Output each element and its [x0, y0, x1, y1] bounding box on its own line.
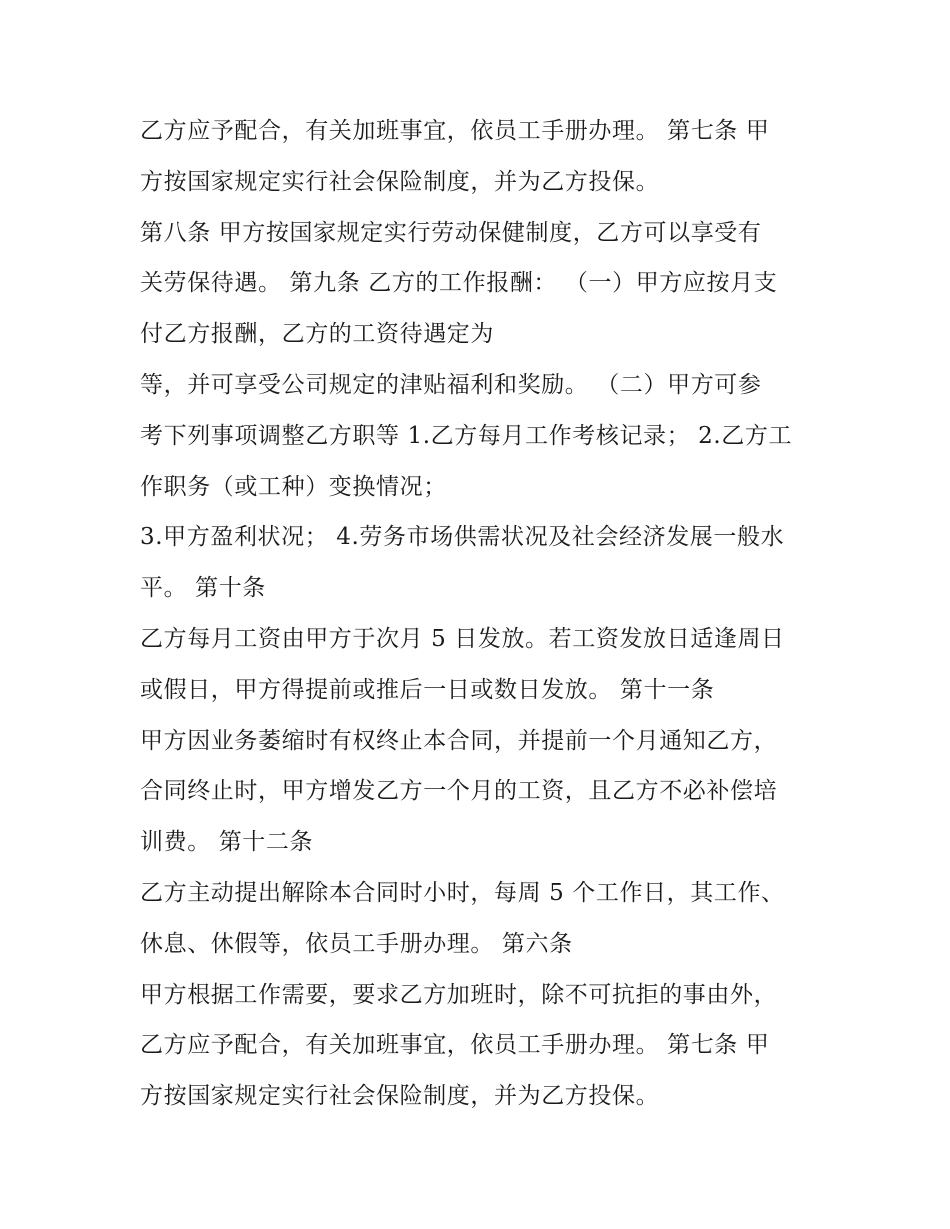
document-body — [140, 106, 830, 1122]
text-line: 方按国家规定实行社会保险制度，并为乙方投保。 — [140, 168, 660, 195]
text-line: 或假日，甲方得提前或推后一日或数日发放。 第十一条 — [140, 676, 715, 703]
text-line: 3.甲方盈利状况； 4.劳务市场供需状况及社会经济发展一般水 — [140, 524, 785, 551]
text-line: 甲方根据工作需要，要求乙方加班时，除不可抗拒的事由外， — [140, 981, 778, 1008]
text-line: 合同终止时，甲方增发乙方一个月的工资，且乙方不必补偿培 — [140, 778, 778, 805]
text-line: 平。 第十条 — [140, 575, 266, 602]
text-line: 训费。 第十二条 — [140, 829, 314, 856]
text-line: 乙方应予配合，有关加班事宜，依员工手册办理。 第七条 甲 — [140, 118, 770, 144]
text-line: 关劳保待遇。 第九条 乙方的工作报酬： （一）甲方应按月支 — [140, 270, 778, 297]
text-line: 乙方应予配合，有关加班事宜，依员工手册办理。 第七条 甲 — [140, 1032, 770, 1059]
text-line: 方按国家规定实行社会保险制度，并为乙方投保。 — [140, 1083, 660, 1110]
text-line: 作职务（或工种）变换情况； — [140, 473, 447, 500]
text-line: 乙方每月工资由甲方于次月 5 日发放。若工资发放日适逢周日 — [140, 625, 785, 652]
text-line: 第八条 甲方按国家规定实行劳动保健制度，乙方可以享受有 — [140, 219, 762, 246]
text-line: 休息、休假等，依员工手册办理。 第六条 — [140, 930, 573, 957]
text-line: 等，并可享受公司规定的津贴福利和奖励。 （二）甲方可参 — [140, 371, 762, 398]
text-line: 乙方主动提出解除本合同时小时，每周 5 个工作日，其工作、 — [140, 879, 785, 906]
text-line: 考下列事项调整乙方职等 1.乙方每月工作考核记录； 2.乙方工 — [140, 422, 793, 449]
text-line: 甲方因业务萎缩时有权终止本合同，并提前一个月通知乙方， — [140, 727, 778, 754]
text-line: 付乙方报酬，乙方的工资待遇定为 — [140, 321, 494, 348]
